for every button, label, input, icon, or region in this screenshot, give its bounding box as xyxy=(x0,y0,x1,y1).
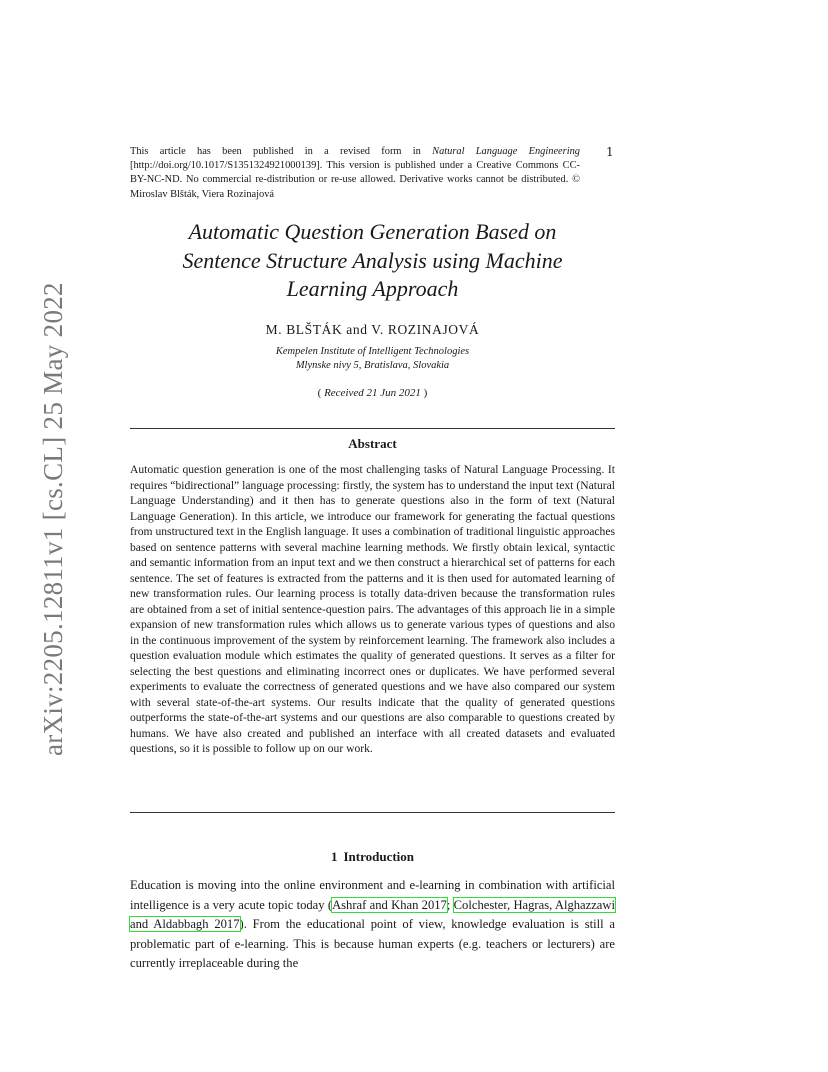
arxiv-sidebar-stamp: arXiv:2205.12811v1 [cs.CL] 25 May 2022 xyxy=(38,282,68,756)
title-line-1: Automatic Question Generation Based on xyxy=(188,219,557,244)
publication-notice xyxy=(130,145,580,202)
received-text: Received 21 Jun 2021 xyxy=(324,387,421,399)
title-line-2: Sentence Structure Analysis using Machine xyxy=(182,247,563,273)
citation-link-ashraf-khan[interactable]: Ashraf and Khan 2017 xyxy=(332,897,447,912)
intro-text-before: Education is moving into the online environment and e-learning in combination with artificial intelligence is a very acute topic today ( xyxy=(130,878,615,912)
intro-text-after: ). From the educational point of view, knowledge evaluation is still a problematic part of e-learning. This is because human experts (e.g. teachers or lecturers) are currently irreplaceable during the xyxy=(130,917,616,971)
citation-separator: ; xyxy=(446,897,454,912)
authors: M. BLŠTÁK and V. ROZINAJOVÁ xyxy=(265,322,480,337)
abstract-top-rule xyxy=(130,428,615,429)
citation-link-colchester[interactable]: Colchester, Hagras, Alghazzawi and Aldabbagh 2017 xyxy=(130,897,615,932)
received-close: ) xyxy=(420,387,428,399)
abstract-text: Automatic question generation is one of the most challenging tasks of Natural Language Processing. It requires “bidirectional” language processing: firstly, the system has to understand the input text (Natural Language Understanding) and it then has to generate questions also in the form of text (Natural Language Generation). In this article, we introduce our framework for generating the factual questions from unstructured text in the English language. It uses a combination of traditional linguistic approaches based on sentence patterns with several machine learning methods. We firstly obtain lexical, syntactic and semantic information from an input text and we then construct a hierarchical set of patterns for each sentence. The set of features is extracted from the patterns and it is then used for automated learning of new transformation rules. Our learning process is totally data-driven because the transformation rules are obtained from a set of initial sentence-question pairs. The advantages of this approach lie in a simple expansion of new transformation rules which allows us to generate various types of questions and also in the continuous improvement of the system by reinforcement learning. The framework also includes a question evaluation module which estimates the quality of generated questions. It serves as a filter for selecting the best questions and eliminating incorrect ones or duplicates. We have performed several experiments to evaluate the correctness of generated questions and we have also compared our system with several state-of-the-art systems. Our results indicate that the quality of generated questions outperforms the state-of-the-art systems and our questions are also comparable to questions created by humans. We have also created and published an interface with all created datasets and evaluated questions, so it is possible to follow up on our work. xyxy=(130,463,615,755)
affiliation-line-1: Kempelen Institute of Intelligent Technologies xyxy=(275,346,470,357)
journal-name: Natural Language Engineering xyxy=(432,146,580,157)
page-number: 1 xyxy=(606,145,614,159)
abstract-heading: Abstract xyxy=(348,436,397,451)
section-heading-introduction xyxy=(130,849,615,865)
title-line-3: Learning Approach xyxy=(286,276,459,301)
paper-title xyxy=(130,218,615,304)
section-title: Introduction xyxy=(343,849,415,864)
introduction-paragraph xyxy=(130,876,615,974)
notice-text-start: This article has been published in a revised form in xyxy=(130,146,433,157)
affiliation xyxy=(130,345,615,373)
section-number: 1 xyxy=(330,849,338,864)
affiliation-line-2: Mlynske nivy 5, Bratislava, Slovakia xyxy=(295,360,450,371)
received-open: ( xyxy=(317,387,325,399)
abstract-bottom-rule xyxy=(130,812,615,813)
received-date xyxy=(130,387,615,399)
notice-text-rest: [http://doi.org/10.1017/S1351324921000139]. This version is published under a Creative Commons CC-BY-NC-ND. No commercial re-distribution or re-use allowed. Derivative works cannot be distributed. © Miroslav Blšták, Viera Rozinajová xyxy=(130,160,580,200)
